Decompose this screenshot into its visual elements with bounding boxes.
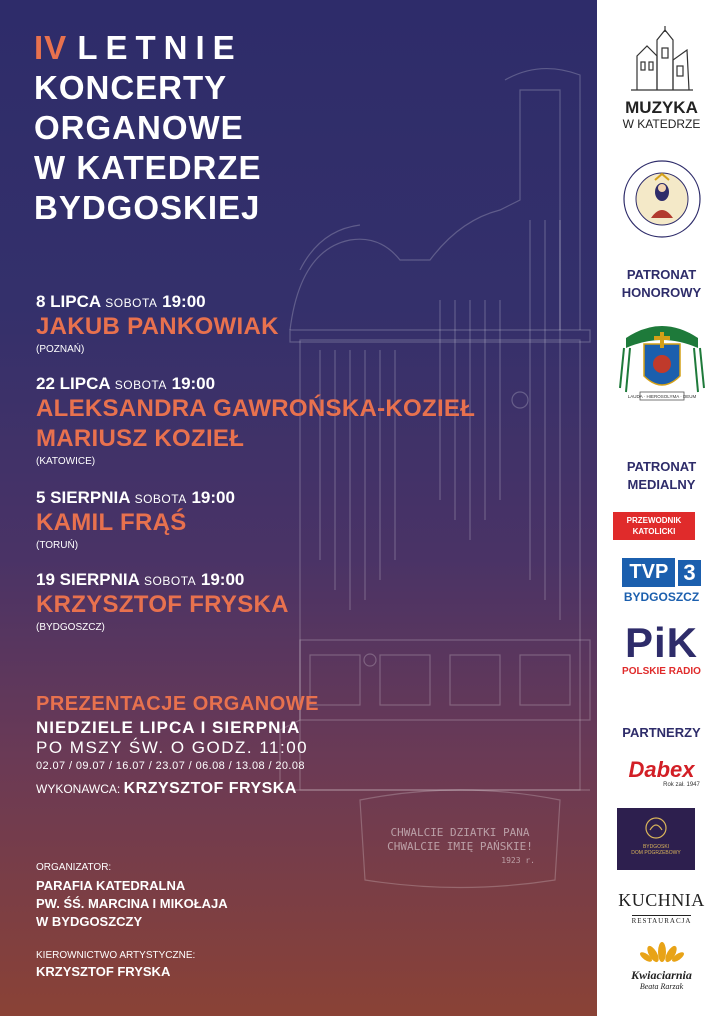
kuchnia-logo [597, 890, 726, 928]
concert-performer: JAKUB PANKOWIAK [36, 313, 279, 340]
concert-performer: MARIUSZ KOZIEŁ [36, 425, 245, 452]
concert-date: 19 SIERPNIA [36, 570, 140, 589]
przewodnik-line-2: KATOLICKI [632, 527, 676, 536]
przewodnik-line-1: PRZEWODNIK [626, 516, 682, 525]
presentations-dates: 02.07 / 09.07 / 16.07 / 23.07 / 06.08 / 13.08 / 20.08 [36, 760, 305, 772]
concert-city: (BYDGOSZCZ) [36, 622, 105, 633]
funeral-home-line-1: BYDGOSKI [642, 844, 670, 850]
title-line-3: ORGANOWE [34, 109, 244, 146]
concert-performer: KAMIL FRĄŚ [36, 509, 187, 536]
honorary-heading-2: HONOROWY [621, 285, 702, 300]
organizer-line-3: W BYDGOSZCZY [36, 914, 143, 929]
coat-motto: LAUDA · HIEROSOLYMA · DEUM [627, 394, 696, 399]
concert-weekday: SOBOTA [134, 492, 187, 506]
edition-number: IV [34, 29, 68, 66]
flower-icon [639, 940, 685, 964]
title-line-4: W KATEDRZE [34, 149, 262, 186]
kuchnia-sub: RESTAURACJA [631, 917, 692, 925]
presentations-subtitle: NIEDZIELE LIPCA I SIERPNIA [36, 718, 301, 737]
partners-heading: PARTNERZY [622, 725, 701, 740]
concert-city: (KATOWICE) [36, 456, 96, 467]
coat-of-arms-icon [616, 318, 708, 406]
przewodnik-katolicki-logo [613, 512, 695, 540]
organizer-section [36, 862, 228, 931]
artistic-label: KIEROWNICTWO ARTYSTYCZNE: [36, 950, 196, 961]
presentations-section [36, 693, 319, 798]
inscription-line-2: CHWALCIE IMIĘ PAŃSKIE! [387, 840, 533, 853]
organizer-line-2: PW. ŚŚ. MARCINA I MIKOŁAJA [36, 896, 228, 911]
artistic-direction [36, 950, 195, 979]
concert-city: (POZNAŃ) [36, 344, 85, 355]
concert-item [36, 292, 279, 355]
performer-label: WYKONAWCA: [36, 782, 121, 796]
artistic-name: KRZYSZTOF FRYSKA [36, 964, 171, 979]
pik-logo [597, 620, 726, 677]
title-line-5: BYDGOSKIEJ [34, 189, 261, 226]
event-title [34, 28, 262, 228]
inscription-line-1: CHWALCIE DZIATKI PANA [390, 826, 530, 839]
presentations-performer: KRZYSZTOF FRYSKA [123, 780, 297, 797]
honorary-patronage [597, 266, 726, 302]
tvp-mark: TVP [622, 558, 675, 587]
concert-item [36, 488, 235, 551]
tvp-number: 3 [678, 560, 700, 586]
funeral-home-line-2: DOM POGRZEBOWY [631, 850, 681, 856]
inscription-year: 1923 r. [501, 856, 535, 865]
honorary-heading-1: PATRONAT [626, 267, 697, 282]
funeral-home-logo [617, 808, 695, 870]
organizer-line-1: PARAFIA KATEDRALNA [36, 878, 186, 893]
kwiaciarnia-logo [597, 940, 726, 991]
concert-city: (TORUŃ) [36, 540, 79, 551]
title-line-1: LETNIE [77, 29, 243, 66]
partners [597, 724, 726, 742]
title-line-2: KONCERTY [34, 69, 228, 106]
concert-weekday: SOBOTA [105, 296, 158, 310]
concert-weekday: SOBOTA [114, 378, 167, 392]
muzyka-label: MUZYKA [625, 98, 698, 117]
association-seal [597, 158, 726, 245]
organ-inscription [365, 826, 555, 868]
tvp-city: BYDGOSZCZ [623, 590, 700, 604]
w-katedrze-label: W KATEDRZE [622, 117, 701, 131]
pik-caption: POLSKIE RADIO [622, 666, 701, 677]
organizer-label: ORGANIZATOR: [36, 862, 112, 873]
concert-time: 19:00 [200, 570, 245, 589]
pik-mark: PiK [624, 619, 698, 666]
kwiaciarnia-line-1: Kwiaciarnia [631, 968, 692, 982]
presentations-title: PREZENTACJE ORGANOWE [36, 693, 319, 715]
concert-time: 19:00 [162, 292, 206, 311]
funeral-home-emblem-icon [644, 816, 668, 840]
concert-performer: KRZYSZTOF FRYSKA [36, 591, 289, 618]
kwiaciarnia-line-2: Beata Rarzak [639, 982, 684, 991]
concert-time: 19:00 [191, 488, 235, 507]
media-heading-1: PATRONAT [626, 459, 697, 474]
concert-performer: ALEKSANDRA GAWROŃSKA-KOZIEŁ [36, 395, 476, 422]
madonna-seal-icon [621, 158, 703, 240]
media-heading-2: MEDIALNY [627, 477, 696, 492]
concert-item [36, 374, 475, 467]
concert-date: 8 LIPCA [36, 292, 101, 311]
tvp3-logo [597, 558, 726, 604]
bishop-coat-of-arms [597, 318, 726, 411]
concert-date: 5 SIERPNIA [36, 488, 130, 507]
presentations-time: PO MSZY ŚW. O GODZ. 11:00 [36, 738, 309, 757]
media-patronage [597, 458, 726, 494]
cathedral-icon [627, 26, 697, 92]
dabex-mark: Dabex [628, 757, 695, 782]
concert-weekday: SOBOTA [144, 574, 197, 588]
kuchnia-mark: KUCHNIA [618, 890, 705, 910]
concert-time: 19:00 [171, 374, 216, 393]
muzyka-w-katedrze-logo [597, 26, 726, 131]
concert-item [36, 570, 289, 633]
dabex-sub: Rok zał. 1947 [663, 782, 700, 788]
concert-date: 22 LIPCA [36, 374, 111, 393]
dabex-logo [597, 758, 726, 788]
